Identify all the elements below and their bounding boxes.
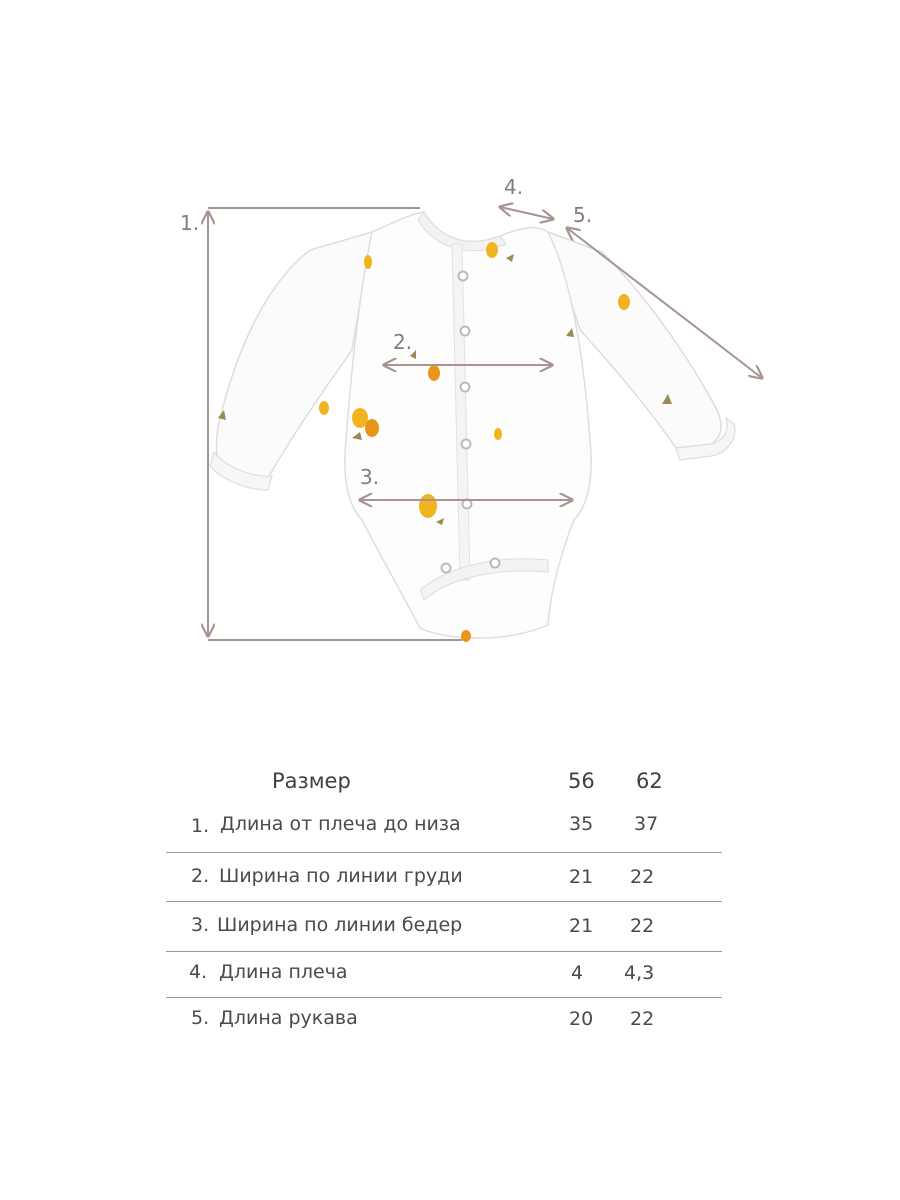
measure-label-5: 5. [573, 203, 593, 227]
row-value-56: 21 [569, 866, 594, 888]
row-number: 2. [191, 865, 210, 887]
row-value-56: 4 [571, 962, 584, 984]
row-value-62: 22 [630, 1008, 655, 1030]
row-number: 3. [191, 914, 210, 936]
measure-label-3: 3. [360, 465, 380, 489]
row-value-62: 4,3 [624, 962, 655, 984]
row-divider [166, 852, 722, 853]
measure-4-line [500, 207, 553, 219]
table-header-size-56: 56 [568, 769, 595, 793]
baby-bodysuit-illustration [210, 212, 735, 642]
row-name: Длина плеча [219, 961, 348, 983]
measure-label-2: 2. [393, 330, 413, 354]
row-number: 4. [189, 961, 208, 983]
row-value-56: 35 [569, 813, 594, 835]
row-value-62: 37 [634, 813, 659, 835]
row-divider [166, 901, 722, 902]
measure-label-4: 4. [504, 175, 524, 199]
table-header-size-62: 62 [636, 769, 663, 793]
measure-label-1: 1. [180, 211, 200, 235]
row-number: 1. [191, 815, 210, 837]
table-header-label: Размер [272, 769, 351, 793]
row-divider [166, 951, 722, 952]
row-value-56: 20 [569, 1008, 594, 1030]
row-value-56: 21 [569, 915, 594, 937]
row-name: Длина от плеча до низа [220, 813, 461, 835]
row-divider [166, 997, 722, 998]
row-name: Ширина по линии бедер [217, 914, 463, 936]
row-name: Ширина по линии груди [219, 865, 463, 887]
row-number: 5. [191, 1007, 210, 1029]
row-name: Длина рукава [219, 1007, 358, 1029]
row-value-62: 22 [630, 866, 655, 888]
row-value-62: 22 [630, 915, 655, 937]
